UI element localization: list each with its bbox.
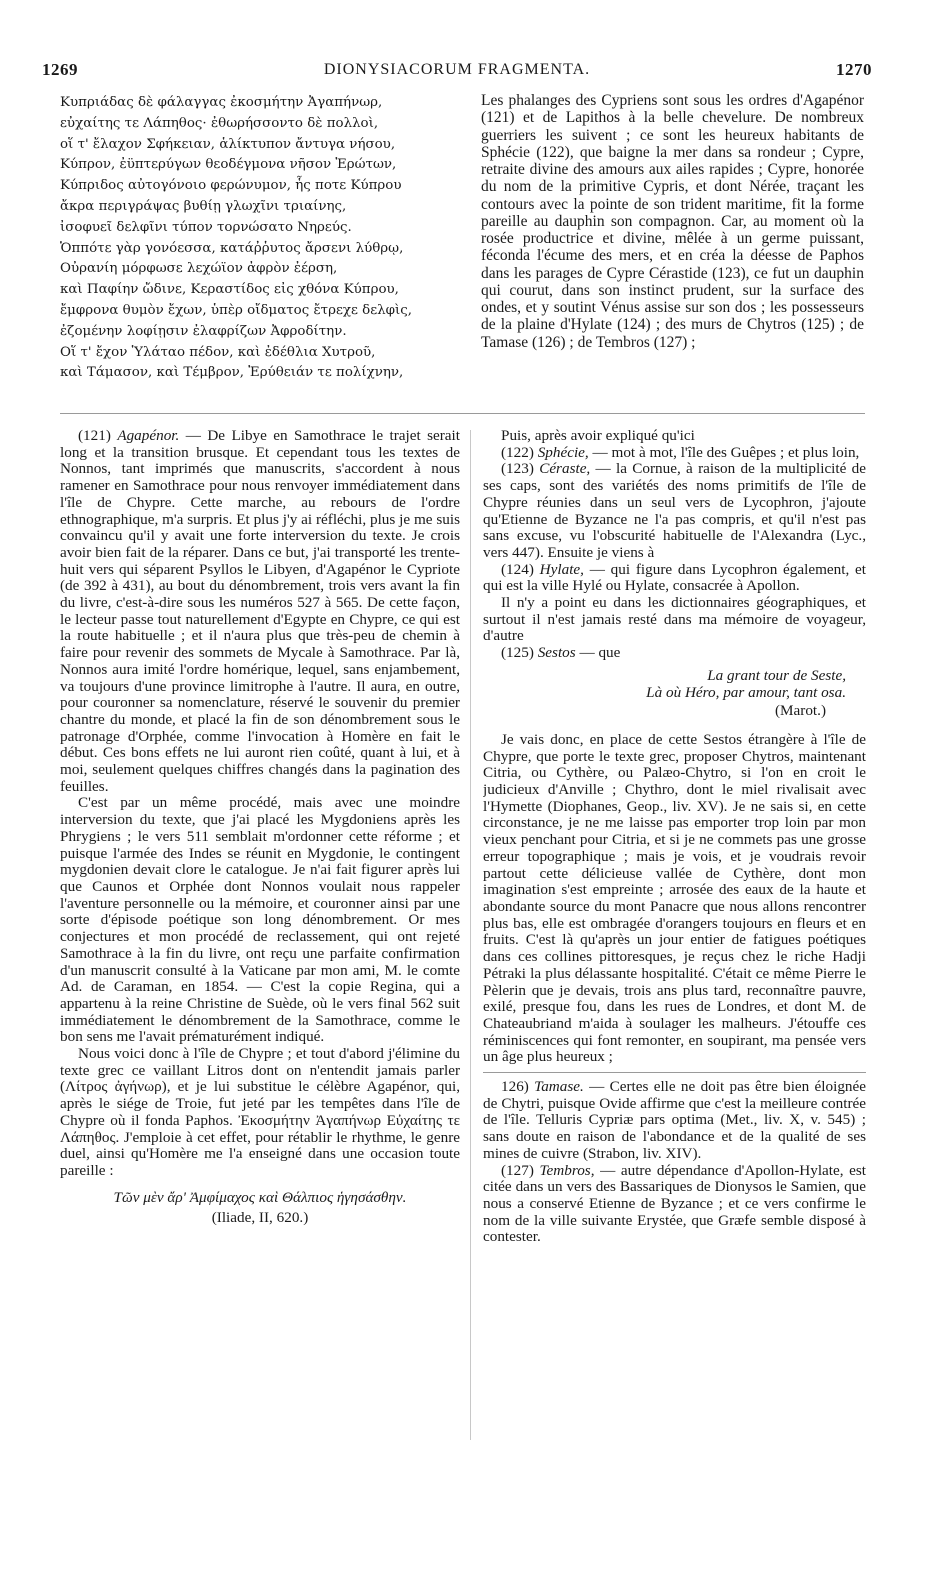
footnote-text: — qui figure dans Lycophron également, et qui est la ville Hylé ou Hylate, consacrée à Apollon.	[483, 560, 866, 595]
homer-quote: Τῶν μὲν ἄρ' Ἀμφίμαχος καὶ Θάλπιος ἡγησάσθην.	[113, 1188, 407, 1206]
footnote-text: Il n'y a point eu dans les dictionnaires géographiques, et surtout il n'est jamais resté dans ma mémoire de voyageur, d'autre	[483, 594, 866, 645]
footnote-text: C'est par un même procédé, mais avec une moindre interversion du texte, que j'ai placé les Mygdoniens après les Phrygiens ; le vers 511 semblait m'ordonner cette réforme ; et puisque l'armée des Indes se réunit en Mygdonie, le contingent mygdonien devait clore le catalogue. Je n'ai fait figurer après lui que Caunos et Orphée dont Nonnos voulait nous rappeler l'aventure personnelle ou la mémoire, et couronner ainsi par une sorte d'épisode poétique son long dénombrement. Or mes conjectures et mon procédé de reclassement, qui ont rejeté Samothrace à la fin du livre, ont reçu une parfaite confirmation d'un manuscrit consulté à la Vaticane par mon ami, M. le comte Ad. de Caraman, en 1854. — C'est la copie Regina, qui a appartenu à la reine Christine de Suède, où le vers final 562 suit immédiatement le dénombrement de la Samothrace, comme le bon sens me l'avait prématurément indiqué.	[60, 794, 460, 1046]
footnote-text: — la Cornue, à raison de la multiplicité de ses caps, sont des variétés des noms primitifs de l'île de Chypre réunies dans un seul vers de Lycophron, j'ajoute qu'Etienne de Byzance ne l'a pas compris, et qu'il n'est pas sans excuse, vu l'obscurité habituelle de l'Alexandra (Lyc., vers 447). Ensuite je viens à	[483, 460, 866, 561]
greek-text-block	[60, 93, 462, 405]
section-divider	[60, 413, 865, 414]
page-number-right: 1270	[836, 60, 872, 79]
translation-paragraph: Les phalanges des Cypriens sont sous les ordres d'Agapénor (121) et de Lapithos à la belle chevelure. De nombreux guerriers les suivent ; ce sont les heureux habitants de Sphécie (122), que baigne la mer dans sa rondeur ; Cypre, retraite divine des amours aux ailes rapides ; Cypre, honorée du nom de la primitive Cypris, et dont Nérée, traçant les contours avec la pointe de son trident maritime, fit la forme pareille au dauphin son compagnon. Car, au moment où la rosée productrice et divine, mêlée à un germe puissant, féconda l'écume des mers, et en créa la déesse de Paphos dans les parages de Cypre Cérastide (123), ce fut un dauphin qui courut, dans son instinct prudent, sur la surface des ondes, et y soutint Vénus assise sur son dos ; les possesseurs de la plaine d'Hylate (124) ; des murs de Chytros (125) ; de Tamase (126) ; de Tembros (127) ;	[481, 92, 864, 351]
footnote-keyword: Sestos	[537, 644, 576, 662]
greek-verse-line: εὐχαίτης τε Λάπηθος· ἐθωρήσσοντο δὲ πολλοὶ,	[60, 115, 379, 131]
footnote-paragraph	[483, 645, 866, 662]
greek-verse-line: Κύπρον, ἐϋπτερύγων θεοδέγμονα νῆσον Ἐρώτων,	[60, 157, 397, 173]
footnote-keyword: Hylate,	[539, 560, 584, 578]
marot-quote-line: Là où Héro, par amour, tant osa.	[646, 683, 846, 701]
greek-verse-line: Οὐρανίη μόρφωσε λεχώϊον ἀφρὸν ἐέρση,	[60, 261, 338, 277]
greek-verse-line: Κυπριάδας δὲ φάλαγγας ἐκοσμήτην Ἀγαπήνωρ,	[60, 95, 383, 110]
greek-verse-line: Οἵ τ' ἔχον Ὑλάταο πέδον, καὶ ἐδέθλια Χυτροῦ,	[60, 344, 376, 360]
footnote-keyword: Tamase.	[534, 1078, 584, 1096]
footnote-number: 126)	[501, 1078, 535, 1096]
footnote-paragraph: Je vais donc, en place de cette Sestos étrangère à l'île de Chypre, que porte le texte grec, proposer Chytros, maintenant Citria, ou Cythère, ou Palæo-Chytro, si l'on en croit le judicieux d'Anville ; Chythro, dont le miel rivalisait avec l'Hymette (Diophanes, Geop., liv. XV). Je ne sais si, en cette circonstance, je ne me laisse pas emporter trop loin par mon vieux penchant pour Citria, et si je ne commets pas une grosse erreur topographique ; mais je vois, et je voudrais revoir partout cette délicieuse vallée de Cythère, dont mon imagination s'est empreinte ; arrosée des eaux de la haute et abondante source du mont Panacre que nous allons rencontrer plus bas, elle est ombragée d'orangers toujours en fleurs et en fruits. C'est là qu'après un jour entier de fatigues poétiques dans ces collines pittoresques, je reçus chez le riche Hadji Pétraki la plus délassante hospitalité. C'était ce même Pierre le Pèlerin que je devais, trois ans plus tard, reconnaître pauvre, exilé, presque fou, dans les rues de Londres, et dont M. de Chateaubriand m'aida à soulager les malheurs. J'étouffe ces réminiscences qui font remonter, en soupirant, ma pensée vers un âge plus heureux ;	[483, 730, 866, 1066]
greek-verse-line: ἐζομένην λοφίῃσιν ἐλαφρίζων Ἀφροδίτην.	[60, 323, 347, 339]
footnote-text: — autre dépendance d'Apollon-Hylate, est citée dans un vers des Bassariques de Dionysos le Samien, que nous a conservé Etienne de Byzance ; et ce vers confirme le nom de la ville suivante Erystée, que Græfe semble disposé à contester.	[483, 1161, 866, 1246]
footnote-paragraph	[60, 1046, 460, 1180]
footnote-number: (122)	[501, 443, 538, 461]
footnote-keyword: Tembros,	[539, 1161, 595, 1179]
greek-verse-line: ἰσοφυεῖ δελφῖνι τύπον τορνώσατο Νηρεύς.	[60, 219, 352, 235]
running-title: DIONYSIACORUM FRAGMENTA.	[323, 61, 591, 78]
footnote-number: (124)	[501, 560, 540, 578]
footnote-text: — De Libye en Samothrace le trajet serait long et la transition brusque. Et cependant tous les textes de Nonnos, tant imprimés que manuscrits, s'accordent à nous ramener en Samothrace pour nous renvoyer immédiatement dans l'île de Chypre. Cette marche, au rebours de l'ordre ethnographique, m'a surpris. Et plus j'y ai réfléchi, plus je me suis convaincu qu'il y avait une forte interversion du texte. Je crois avoir bien fait de la réparer. Dans ce but, j'ai transporté les trente-huit vers qui séparent Psyllos le Libyen, d'Agapénor le Cypriote (de 392 à 431), au bout du dénombrement, trois vers avant la fin du livre, c'est-à-dire sous les numéros 527 à 565. De cette façon, le lecteur passe tout naturellement d'Egypte en Chypre, ce qui est la route habituelle ; et il n'aura plus que très-peu de chemin à faire pour revenir des sommets de Mycale à Samothrace. Par là, Nonnos aura imité l'ordre homérique, lequel, sans enjambement, va toujours d'une province limitrophe à l'autre. Il aura, en outre, pour couronner sa nomenclature, réservé le souvenir du premier chantre du monde, et placé la fin de son dénombrement sous le patronage d'Orphée, comme l'invocation à Homère en fait le début. Ces bons effets ne lui auront rien coûté, quant à lui, et à moi, seulement quelques chiffres changés dans la pagination des feuilles.	[60, 428, 460, 795]
marot-quote-line: La grant tour de Seste,	[707, 666, 846, 684]
footnote-number: (123)	[501, 460, 540, 478]
greek-verse-line: οἵ τ' ἔλαχον Σφήκειαν, ἁλίκτυπον ἄντυγα νήσου,	[60, 136, 396, 152]
footnote-paragraph	[60, 795, 460, 1046]
marot-attribution: (Marot.)	[774, 702, 826, 720]
greek-verse-line: καὶ Τάμασον, καὶ Τέμβρον, Ἐρύθειάν τε πολίχνην,	[60, 365, 404, 381]
footnote-paragraph	[483, 1079, 866, 1163]
page-header	[42, 60, 872, 84]
marot-quote	[483, 668, 846, 701]
page-number-left: 1269	[42, 60, 78, 79]
greek-verse-line: καὶ Παφίην ὤδινε, Κεραστίδος εἰς χθόνα Κύπρου,	[60, 282, 399, 298]
footnote-number: (125)	[501, 644, 538, 662]
notes-left-column	[60, 428, 460, 1448]
footnote-text: — que	[575, 644, 621, 662]
footnote-paragraph	[483, 461, 866, 561]
footnote-paragraph	[60, 428, 460, 795]
footnote-keyword: Sphécie,	[537, 443, 589, 461]
translation-block	[481, 92, 864, 412]
footnote-text: — mot à mot, l'île des Guêpes ; et plus loin,	[588, 443, 860, 461]
homer-reference: (Iliade, II, 620.)	[211, 1209, 309, 1227]
footnote-divider	[483, 1072, 866, 1073]
greek-verse-line: Κύπριδος αὐτογόνοιο φερώνυμον, ἧς ποτε Κύπρου	[60, 178, 402, 194]
footnote-intro: Puis, après avoir expliqué qu'ici	[501, 428, 695, 444]
footnote-paragraph	[483, 595, 866, 645]
footnote-text: Nous voici donc à l'île de Chypre ; et tout d'abord j'élimine du texte grec ce vaillant Litros dont on n'entendit jamais parler (Λίτρος ἀγήνωρ), et je lui substitue le célèbre Agapénor, qui, après le siége de Troie, fut jeté par les tempêtes dans l'île de Chypre où il fonda Paphos. Ἐκοσμήτην Ἀγαπήνωρ Εὐχαίτης τε Λάπηθος. J'emploie à cet effet, pour rétablir le rhythme, le genre duel, ainsi qu'Homère me l'a enseigné dans une occasion toute pareille :	[60, 1045, 460, 1179]
greek-verse-line: ἔμφρονα θυμὸν ἔχων, ὑπὲρ οἴδματος ἔτρεχε δελφὶς,	[60, 302, 413, 318]
footnote-keyword: Céraste,	[539, 460, 591, 478]
footnote-paragraph	[483, 562, 866, 595]
footnote-paragraph	[483, 445, 866, 462]
footnote-paragraph	[483, 1163, 866, 1247]
greek-verse-line: ἄκρα περιγράψας βυθίῃ γλωχῖνι τριαίνης,	[60, 198, 347, 214]
footnote-number: (121)	[78, 428, 118, 444]
notes-right-column	[483, 428, 866, 1448]
footnote-text: — Certes elle ne doit pas être bien éloignée de Chytri, puisque Ovide affirme que c'est la meilleure contrée de l'île. Telluris Cypriæ pars optima (Met., liv. X, v. 545) ; sans doute en raison de l'abondance et de la qualité de ses mines de cuivre (Strabon, liv. XIV).	[483, 1078, 866, 1162]
footnote-keyword: Agapénor.	[117, 428, 180, 444]
column-divider	[470, 430, 471, 1440]
greek-verse-line: Ὁππότε γὰρ γονόεσσα, κατάῤῥυτος ἄρσενι λύθρῳ,	[60, 240, 404, 256]
footnote-number: (127)	[501, 1161, 540, 1179]
